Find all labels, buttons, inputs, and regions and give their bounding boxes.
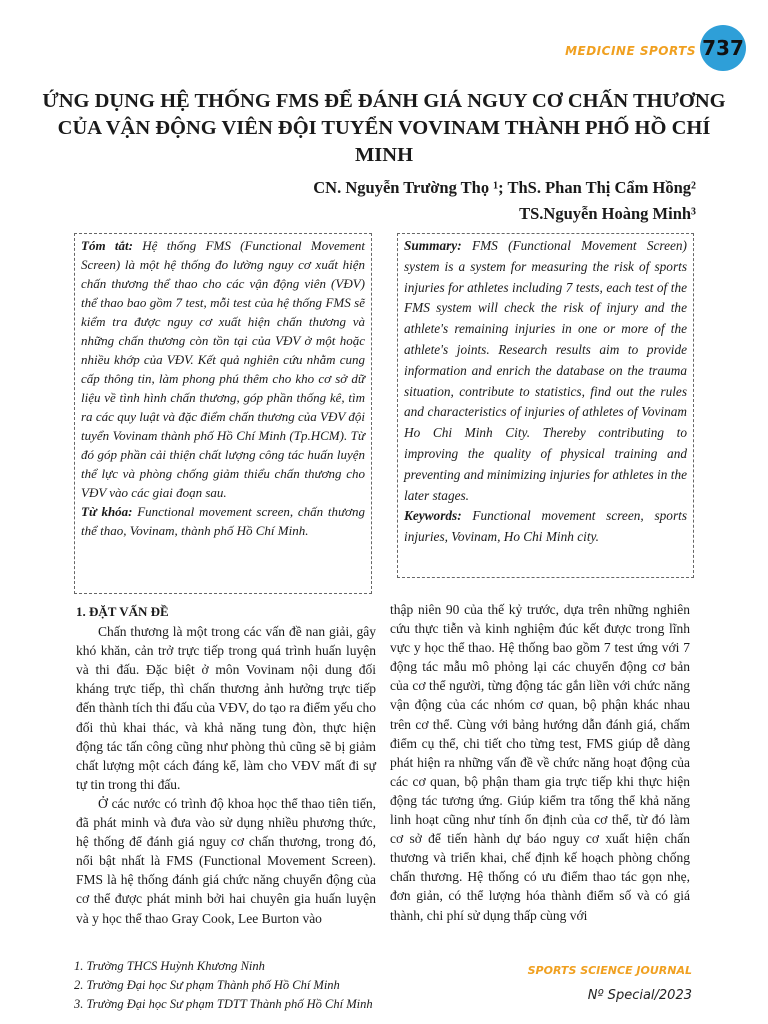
abstract-en-text: FMS (Functional Movement Screen) system is a system for measuring the risk of sports injuries for athletes including 7 tests, each test of the FMS system will check the risk of injury and the athlete's remaining injuries in one or more of the athlete's joints. Research results aim to provide information and enrich the database on the trauma situation, contribute to statistics, find out the rules and characteristics of injuries of athletes of Vovinam Ho Chi Minh City. Thereby contributing to improving the quality of physical training and preventing and minimizing injuries for athletes in the later stages.	[404, 238, 687, 503]
abstract-english	[397, 233, 694, 578]
keywords-en-text: Functional movement screen, sports injuries, Vovinam, Ho Chi Minh city.	[404, 508, 687, 545]
paper-title: ỨNG DỤNG HỆ THỐNG FMS ĐỂ ĐÁNH GIÁ NGUY CƠ CHẤN THƯƠNG CỦA VẬN ĐỘNG VIÊN ĐỘI TUYỂN VOVINAM THÀNH PHỐ HỒ CHÍ MINH	[42, 90, 726, 166]
abstract-vi-text: Hệ thống FMS (Functional Movement Screen) là một hệ thống đo lường nguy cơ xuất hiện chấn thương thể thao cho các vận động viên (VĐV) thể thao bao gồm 7 test, mỗi test của hệ thống FMS sẽ kiểm tra được nguy cơ xuất hiện chấn thương và những chấn thương còn tồn tại của VĐV ở một hoặc nhiều khớp của VĐV. Kết quả nghiên cứu nhằm cung cấp thông tin, làm phong phú thêm cho kho cơ sở dữ liệu về tình hình chấn thương, góp phần thống kê, tìm ra các quy luật và đặc điểm chấn thương của VĐV đội tuyển Vovinam thành phố Hồ Chí Minh (Tp.HCM). Từ đó góp phần cải thiện chất lượng công tác huấn luyện thể lực và phòng chống giảm thiểu chấn thương cho VĐV vào các giai đoạn sau.	[81, 238, 365, 500]
footnote: 2. Trường Đại học Sư phạm Thành phố Hồ Chí Minh	[74, 978, 340, 992]
section-heading: 1. ĐẶT VẤN ĐỀ	[76, 604, 169, 619]
author-line-2: TS.Nguyễn Hoàng Minh³	[519, 204, 696, 223]
keywords-en-label: Keywords:	[404, 508, 462, 524]
author-block	[313, 175, 696, 227]
author-line-1: CN. Nguyễn Trường Thọ ¹; ThS. Phan Thị Cẩm Hồng²	[313, 178, 696, 197]
keywords-vi-label: Từ khóa:	[81, 504, 133, 519]
keywords-vi-text: Functional movement screen, chấn thương thể thao, Vovinam, thành phố Hồ Chí Minh.	[81, 504, 365, 538]
body-paragraph: Chấn thương là một trong các vấn đề nan giải, gây khó khăn, cản trở trực tiếp trong quá trình huấn luyện và thi đấu. Đặc biệt ở môn Vovinam nội dung đối kháng trực tiếp, thì chấn thương ảnh hưởng trực tiếp đến thành tích thi đấu của VĐV, do tạo ra điểm yếu cho đối thủ khai thác, và khả năng tung đòn, thực hiện động tác tấn công cũng như phòng thủ cũng sẽ bị giảm chất lượng một cách đáng kể, làm cho VĐV mất đi sự tự tin trong thi đấu.	[76, 624, 376, 792]
page-number-badge: 737	[700, 25, 746, 71]
footnotes	[74, 957, 373, 1014]
abstract-en-label: Summary:	[404, 238, 462, 253]
journal-header-label: MEDICINE SPORTS	[565, 44, 696, 58]
body-column-left	[76, 602, 376, 928]
body-paragraph: thập niên 90 của thế kỷ trước, dựa trên những nghiên cứu thực tiễn và kinh nghiệm đúc kết được trong lĩnh vực y học thể thao. Hệ thống bao gồm 7 test ứng với 7 động tác mẫu mô phỏng lại các chuyển động cơ bản của cơ thể người, từng động tác gắn liền với chức năng vận động của các nhóm cơ quan, bộ phận khác nhau trên cơ thể. Cùng với bảng hướng dẫn đánh giá, chấm điểm cụ thể, chi tiết cho từng test, FMS giúp dễ dàng phát hiện ra những vấn đề về chức năng hoạt động của các cơ quan, bộ phận tham gia trực tiếp khi thực hiện động tác tương ứng. Giúp kiểm tra tổng thể khả năng linh hoạt cũng như tính ổn định của cơ thể, từ đó làm cơ sở để tiến hành dự báo nguy cơ xuất hiện chấn thương và triển khai, chế định kế hoạch phòng chống chấn thương. Hệ thống có ưu điểm thao tác gọn nhẹ, đơn giản, có thể lượng hóa thành điểm số và có giá thành, chi phí sử dụng thấp cùng với	[390, 602, 690, 923]
abstract-vi-label: Tóm tắt:	[81, 238, 133, 253]
footnote: 1. Trường THCS Huỳnh Khương Ninh	[74, 959, 265, 973]
abstract-vietnamese	[74, 233, 372, 594]
body-column-right	[390, 600, 690, 925]
footnote: 3. Trường Đại học Sư phạm TDTT Thành phố Hồ Chí Minh	[74, 997, 373, 1011]
issue-label: Nº Special/2023	[587, 988, 692, 1003]
journal-footer-label: SPORTS SCIENCE JOURNAL	[527, 964, 692, 977]
body-paragraph: Ở các nước có trình độ khoa học thể thao tiên tiến, đã phát minh và đưa vào sử dụng nhiều phương thức, hệ thống để đánh giá nguy cơ chấn thương, trong đó, nổi bật nhất là FMS (Functional Movement Screen). FMS là hệ thống đánh giá chức năng chuyển động của cơ thể được phát minh bởi hai chuyên gia huấn luyện và y học thể thao Gray Cook, Lee Burton vào	[76, 795, 376, 926]
